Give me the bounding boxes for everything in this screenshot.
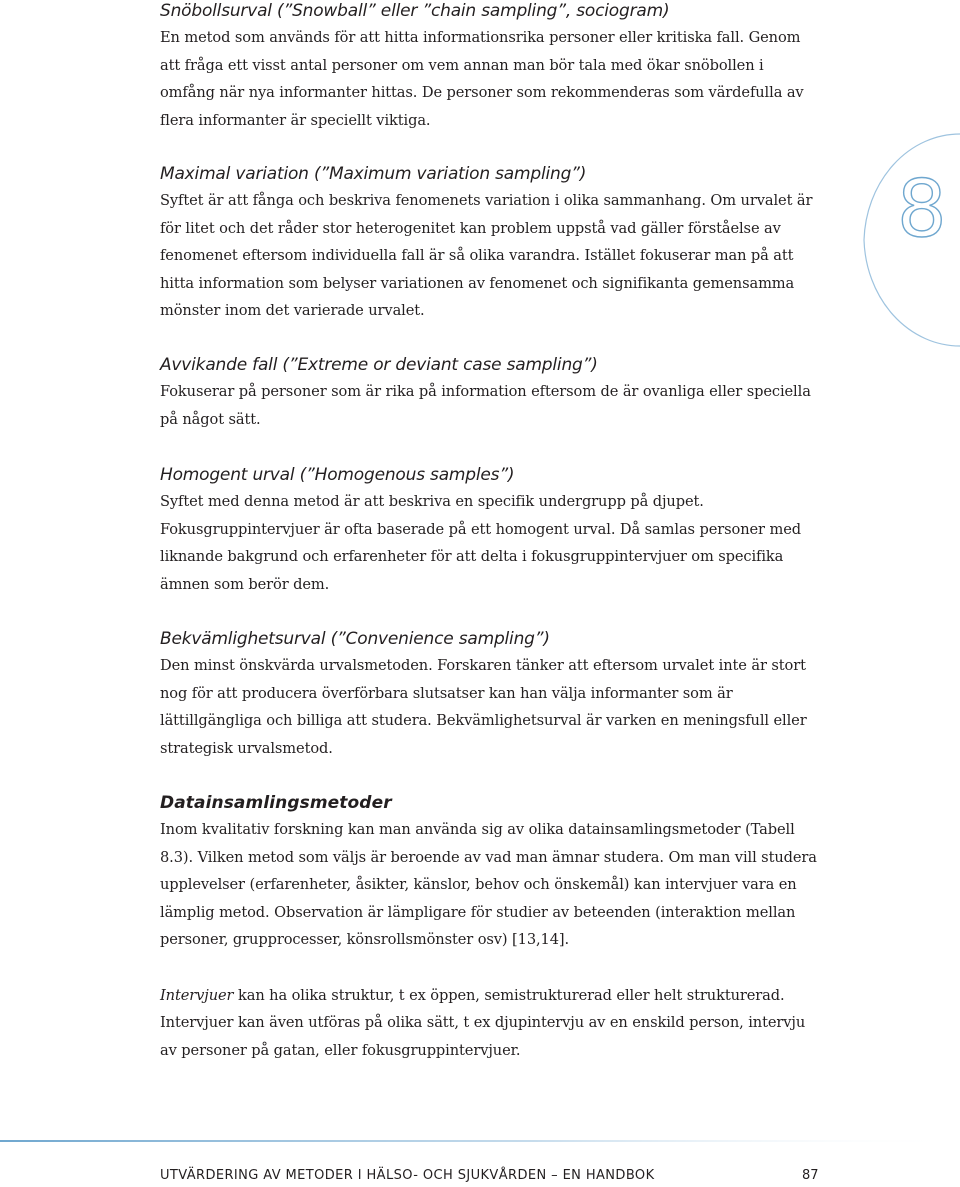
section-heading: Bekvämlighetsurval (”Convenience sampling”): [160, 629, 550, 649]
footer-title: UTVÄRDERING AV METODER I HÄLSO- OCH SJUKVÅRDEN – EN HANDBOK: [160, 1168, 655, 1183]
section-heading: Snöbollsurval (”Snowball” eller ”chain sampling”, sociogram): [160, 1, 670, 21]
interview-paragraph: [160, 982, 820, 1065]
section-snowball: [160, 0, 820, 134]
chapter-number: 8: [897, 165, 947, 255]
section-text: Inom kvalitativ forskning kan man använda sig av olika datainsamlingsmetoder (Tabell 8.3). Vilken metod som väljs är beroende av vad man ämnar studera. Om man vill studera upplevelser (erfarenheter, åsikter, känslor, behov och önskemål) kan intervjuer vara en lämplig metod. Observation är lämpligare för studier av beteenden (interaktion mellan personer, grupprocesser, könsrollsmönster osv) [13,14].: [160, 821, 817, 948]
section-heading: Maximal variation (”Maximum variation sampling”): [160, 164, 587, 184]
section-heading: Homogent urval (”Homogenous samples”): [160, 465, 515, 485]
interview-text: kan ha olika struktur, t ex öppen, semistrukturerad eller helt strukturerad. Intervjuer kan även utföras på olika sätt, t ex djupintervju av en enskild person, intervju av personer på gatan, eller fokusgruppintervjuer.: [160, 986, 806, 1059]
interview-lead: Intervjuer: [160, 986, 234, 1004]
section-datainsamlingsmetoder: [160, 792, 820, 1064]
page-number: 87: [802, 1168, 819, 1183]
section-bekvamlighetsurval: [160, 628, 820, 762]
section-homogent-urval: [160, 464, 820, 598]
main-heading: Datainsamlingsmetoder: [160, 793, 392, 813]
section-avvikande-fall: [160, 354, 820, 433]
section-text: Syftet med denna metod är att beskriva en specifik undergrupp på djupet. Fokusgruppintervjuer är ofta baserade på ett homogent urval. Då samlas personer med liknande bakgrund och erfarenheter för att delta i fokusgruppintervjuer om specifika ämnen som berör dem.: [160, 493, 801, 593]
section-maximal-variation: [160, 163, 820, 325]
section-text: Syftet är att fånga och beskriva fenomenets variation i olika sammanhang. Om urvalet är för litet och det råder stor heterogenitet kan problem uppstå vad gäller förståelse av fenomenet eftersom individuella fall är så olika varandra. Istället fokuserar man på att hitta information som belyser variationen av fenomenet och signifikanta gemensamma mönster inom det varierade urvalet.: [160, 192, 813, 319]
section-text: En metod som används för att hitta informationsrika personer eller kritiska fall. Genom att fråga ett visst antal personer om vem annan man bör tala med ökar snöbollen i omfång när nya informanter hittas. De personer som rekommenderas som värdefulla av flera informanter är speciellt viktiga.: [160, 29, 804, 129]
section-text: Den minst önskvärda urvalsmetoden. Forskaren tänker att eftersom urvalet inte är stort nog för att producera överförbara slutsatser kan han välja informanter som är lättillgängliga och billiga att studera. Bekvämlighetsurval är varken en meningsfull eller strategisk urvalsmetod.: [160, 657, 807, 757]
footer-rule: [0, 1140, 960, 1142]
section-heading: Avvikande fall (”Extreme or deviant case sampling”): [160, 355, 598, 375]
section-text: Fokuserar på personer som är rika på information eftersom de är ovanliga eller speciella på något sätt.: [160, 383, 811, 428]
